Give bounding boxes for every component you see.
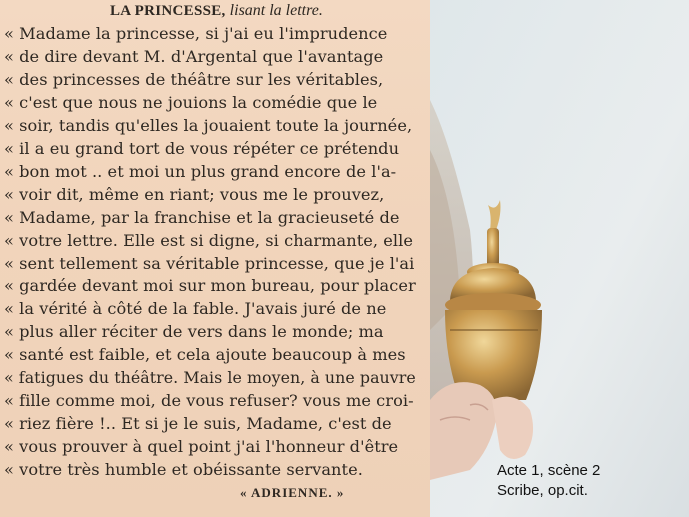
- letter-line: « soir, tandis qu'elles la jouaient toute la journée,: [4, 115, 413, 135]
- letter-line: « votre très humble et obéissante servante.: [4, 460, 363, 480]
- letter-line: « la vérité à côté de la fable. J'avais juré de ne: [4, 299, 387, 319]
- letter-line: « fille comme moi, de vous refuser? vous me croi-: [4, 391, 414, 411]
- caption-line-source: Scribe, op.cit.: [497, 482, 588, 499]
- heading-caps: LA PRINCESSE,: [110, 3, 226, 19]
- letter-line: « sent tellement sa véritable princesse, que je l'ai: [4, 253, 415, 273]
- letter-line: « c'est que nous ne jouions la comédie que le: [4, 92, 378, 112]
- slide-caption: [497, 461, 600, 501]
- letter-line: « santé est faible, et cela ajoute beaucoup à mes: [4, 345, 406, 365]
- letter-line: « il a eu grand tort de vous répéter ce prétendu: [4, 138, 400, 158]
- scene-heading: [110, 2, 323, 20]
- letter-line: « Madame, par la franchise et la gracieuseté de: [4, 207, 400, 227]
- letter-line: « des princesses de théâtre sur les véritables,: [4, 69, 384, 89]
- heading-italic: lisant la lettre.: [229, 2, 323, 19]
- letter-line: « voir dit, même en riant; vous me le prouvez,: [4, 184, 385, 204]
- letter-line: « fatigues du théâtre. Mais le moyen, à une pauvre: [4, 368, 416, 388]
- letter-line: « de dire devant M. d'Argental que l'avantage: [4, 46, 384, 66]
- letter-line: « bon mot .. et moi un plus grand encore de l'a-: [4, 161, 397, 181]
- painting-image: [430, 0, 689, 517]
- letter-line: « Madame la princesse, si j'ai eu l'imprudence: [4, 24, 388, 43]
- letter-line: « riez fière !.. Et si je le suis, Madame, c'est de: [4, 414, 392, 434]
- caption-line-act-scene: Acte 1, scène 2: [497, 462, 601, 479]
- letter-line: « vous prouver à quel point j'ai l'honneur d'être: [4, 437, 399, 457]
- letter-line: « plus aller réciter de vers dans le monde; ma: [4, 322, 384, 342]
- letter-line: « votre lettre. Elle est si digne, si charmante, elle: [4, 230, 414, 250]
- letter-line: « gardée devant moi sur mon bureau, pour placer: [4, 276, 416, 296]
- letter-signature: « ADRIENNE. »: [240, 485, 345, 500]
